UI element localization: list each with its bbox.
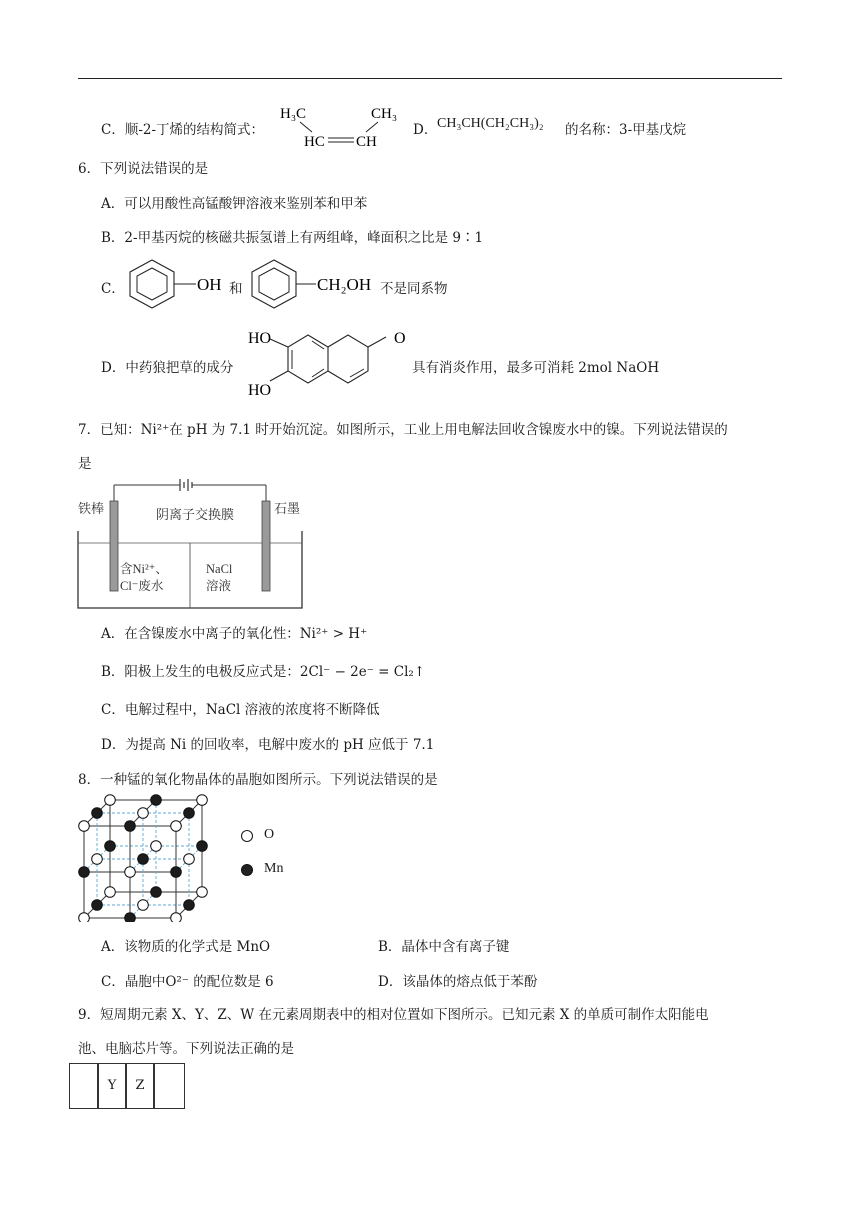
mn-atom: [79, 867, 90, 878]
periodic-cell-w: [153, 1063, 185, 1109]
ch-label: CH: [356, 134, 377, 150]
q7-option-c: C．电解过程中，NaCl 溶液的浓度将不断降低: [101, 702, 380, 718]
q8-option-d: D．该晶体的熔点低于苯酚: [378, 974, 538, 990]
right-solution-line2: 溶液: [206, 579, 232, 593]
mn-atom: [125, 821, 136, 832]
right-solution-line1: NaCl: [206, 562, 233, 576]
mn-atom: [92, 900, 103, 911]
q7-option-a: A．在含镍废水中离子的氧化性：Ni²⁺ > H⁺: [101, 626, 368, 642]
legend-o-label: O: [264, 827, 275, 842]
ch2oh-label: CH₂OH: [317, 275, 372, 294]
ch3-label: CH₃: [371, 106, 398, 122]
mn-atom: [171, 867, 182, 878]
q6-and: 和: [229, 281, 243, 297]
q6-option-d-prefix: D．中药狼把草的成分: [101, 360, 234, 376]
q5-option-d-text: 的名称：3-甲基戊烷: [565, 122, 687, 138]
phenol-structure: [122, 258, 232, 310]
ho-bottom-label: HO: [248, 382, 272, 399]
o-atom: [171, 821, 182, 832]
crystal-cell-diagram: [74, 794, 234, 922]
o-atom: [184, 854, 195, 865]
q9-stem-line2: 池、电脑芯片等。下列说法正确的是: [78, 1041, 294, 1057]
q5-option-c: C．顺-2-丁烯的结构简式：: [101, 122, 265, 138]
o-atom: [151, 841, 162, 852]
legend-o-dot: [240, 829, 254, 843]
q6-option-b: B．2-甲基丙烷的核磁共振氢谱上有两组峰，峰面积之比是 9∶1: [101, 230, 484, 246]
periodic-cell-x: [69, 1063, 99, 1109]
ho-top-label: HO: [248, 330, 272, 347]
q5-option-d-prefix: D．: [413, 122, 438, 138]
mn-atom: [92, 808, 103, 819]
periodic-cell-y: Y: [97, 1063, 127, 1109]
o-atom: [138, 808, 149, 819]
o-atom: [197, 795, 208, 806]
h3c-label: H₃C: [280, 106, 307, 122]
o-atom: [79, 821, 90, 832]
mn-atom: [105, 841, 116, 852]
q8-option-c: C．晶胞中O²⁻ 的配位数是 6: [101, 974, 274, 990]
mn-atom: [138, 854, 149, 865]
header-rule: [78, 78, 782, 79]
mn-atom: [125, 913, 136, 922]
q7-option-b: B．阳极上发生的电极反应式是：2Cl⁻ − 2e⁻ = Cl₂↑: [101, 664, 426, 680]
o-atom: [197, 887, 208, 898]
q9-stem-line1: 9．短周期元素 X、Y、Z、W 在元素周期表中的相对位置如下图所示。已知元素 X 的单质可制作太阳能电: [78, 1007, 709, 1023]
o-atom: [105, 795, 116, 806]
q6-option-c-text: 不是同系物: [380, 281, 448, 297]
o-atom: [138, 900, 149, 911]
coumarin-structure: [246, 325, 416, 400]
graphite-label: 石墨: [274, 501, 301, 516]
periodic-cell-z: Z: [125, 1063, 155, 1109]
carbonyl-o-label: O: [394, 330, 406, 347]
mn-atom: [184, 900, 195, 911]
q6-stem: 6．下列说法错误的是: [78, 161, 209, 177]
left-solution-line2: Cl⁻废水: [120, 579, 164, 593]
o-atom: [125, 867, 136, 878]
legend-mn-label: Mn: [264, 861, 284, 876]
left-solution-line1: 含Ni²⁺、: [120, 562, 168, 576]
q6-option-d-text: 具有消炎作用，最多可消耗 2mol NaOH: [412, 360, 660, 376]
q6-option-c-label: C．: [101, 281, 125, 297]
q5-option-d-formula: CH₃CH(CH₂CH₃)₂: [437, 116, 544, 131]
legend-mn-dot: [240, 863, 254, 877]
o-atom: [105, 887, 116, 898]
q7-stem-line2: 是: [78, 456, 92, 472]
oh-label: OH: [197, 275, 222, 294]
q8-stem: 8．一种锰的氧化物晶体的晶胞如图所示。下列说法错误的是: [78, 772, 438, 788]
mn-atom: [197, 841, 208, 852]
electrolysis-diagram: [76, 475, 308, 613]
mn-atom: [184, 808, 195, 819]
iron-rod-label: 铁棒: [78, 501, 105, 516]
q8-option-a: A．该物质的化学式是 MnO: [101, 939, 271, 955]
hc-label: HC: [304, 134, 325, 150]
o-atom: [79, 913, 90, 922]
benzyl-alcohol-structure: [244, 258, 384, 310]
q6-option-a: A．可以用酸性高锰酸钾溶液来鉴别苯和甲苯: [101, 196, 368, 212]
q7-stem-line1: 7．已知：Ni²⁺在 pH 为 7.1 时开始沉淀。如图所示，工业上用电解法回收含镍废水中的镍。下列说法错误的: [78, 422, 728, 438]
o-atom: [92, 854, 103, 865]
cis-2-butene-structure: [278, 100, 413, 152]
membrane-label: 阴离子交换膜: [156, 507, 235, 522]
o-atom: [171, 913, 182, 922]
q7-option-d: D．为提高 Ni 的回收率，电解中废水的 pH 应低于 7.1: [101, 737, 435, 753]
mn-atom: [151, 795, 162, 806]
mn-atom: [151, 887, 162, 898]
q8-option-b: B．晶体中含有离子键: [378, 939, 510, 955]
